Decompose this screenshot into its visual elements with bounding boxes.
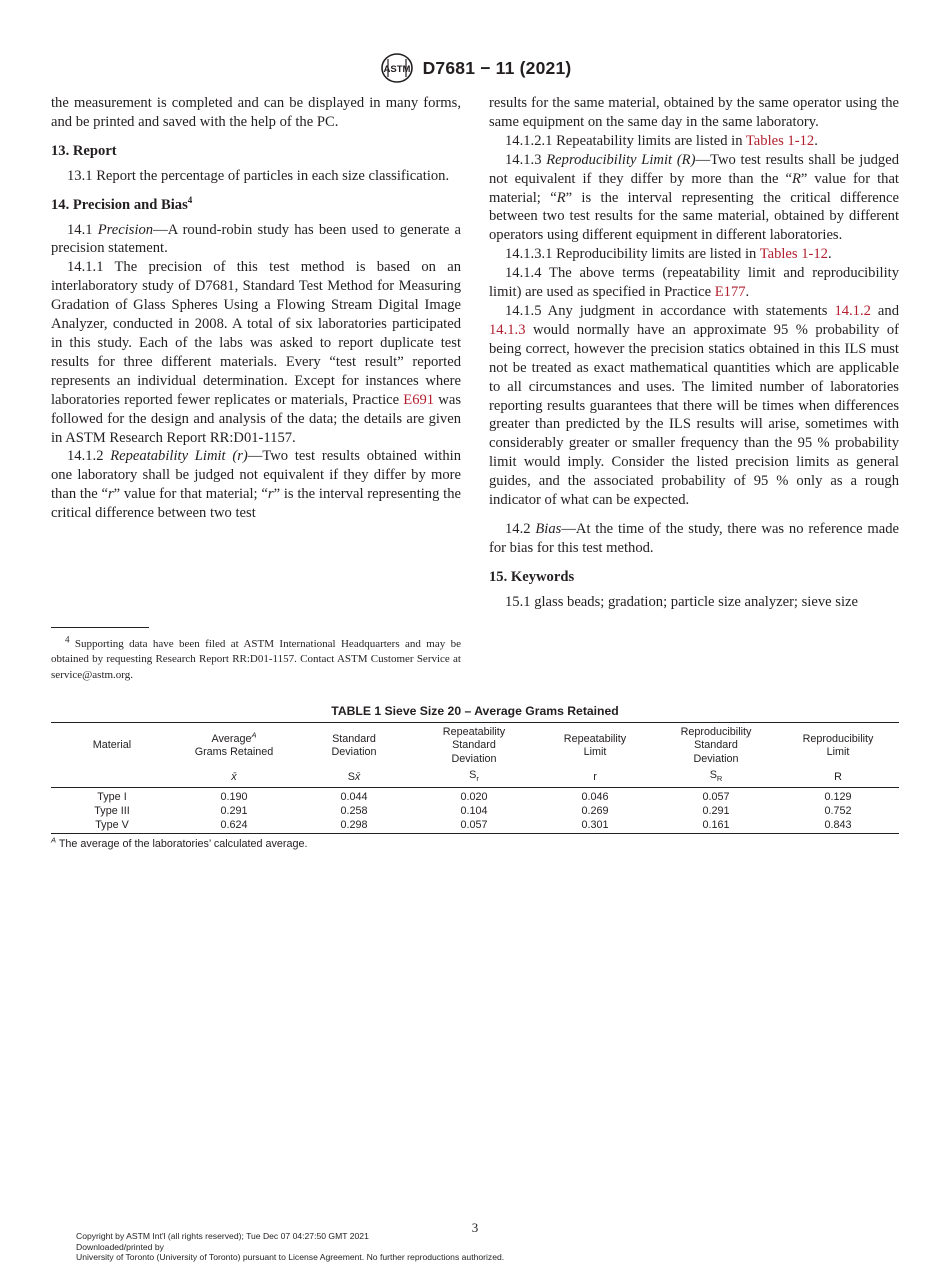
cell-reproducibility-sd: 0.161 xyxy=(655,818,777,834)
term-precision: Precision xyxy=(97,221,154,238)
page-header xyxy=(0,52,950,86)
section-13-heading: 13. Report xyxy=(51,142,117,159)
e177-link[interactable]: E177 xyxy=(714,284,746,301)
paragraph-14-1-2 xyxy=(51,447,461,523)
paragraph-text: 14.1.1 The precision of this test method is based on an interlaboratory study of D7681, Standard Test Method for Measuring Gradation of Glass Spheres Using a Flowing Stream Digital Image Analyzer, conducted in 2008. A total of six laboratories participated in this study. Each of the labs was asked to report duplicate test results for three different materials. Every “test result” reported represents an individual determination. Except for instances where laboratories reported fewer replicates or materials, Practice xyxy=(51,259,461,408)
table-1 xyxy=(51,703,899,850)
paragraph-text: was followed for the design and analysis of the data; the details are given in ASTM Research Report RR:D01-1157. xyxy=(51,391,461,446)
tables-link[interactable]: Tables 1-12 xyxy=(759,246,828,263)
e691-link[interactable]: E691 xyxy=(403,391,435,408)
paragraph-14-2 xyxy=(489,520,899,558)
cell-repeatability-limit: 0.301 xyxy=(535,818,655,834)
paragraph-14-1-5 xyxy=(489,302,899,510)
cell-reproducibility-limit: 0.752 xyxy=(824,805,852,818)
footnote-text: Supporting data have been filed at ASTM International Headquarters and may be obtained by requesting Research Report RR:D01-1157. Contact ASTM Customer Service at service@astm.org. xyxy=(51,638,461,681)
copyright-line: Copyright by ASTM Int'l (all rights reserved); Tue Dec 07 04:27:50 GMT 2021 xyxy=(76,1231,369,1241)
paragraph-14-1-1 xyxy=(51,258,461,447)
tables-link[interactable]: Tables 1-12 xyxy=(745,132,815,149)
paragraph-text: 14.1.3.1 Reproducibility limits are listed in xyxy=(505,246,757,263)
astm-logo-icon xyxy=(379,52,415,84)
footnote-marker: 4 xyxy=(65,634,70,645)
paragraph-text: 14.1.2.1 Repeatability limits are listed in xyxy=(505,132,743,149)
cell-repeatability-sd: 0.020 xyxy=(460,791,488,804)
paragraph-number: 14.1 xyxy=(67,221,93,238)
header-reproducibility-sd: Reproducibility Standard Deviation xyxy=(655,723,777,768)
section-14-1-3-link[interactable]: 14.1.3 xyxy=(489,321,526,338)
section-15-heading: 15. Keywords xyxy=(489,568,575,585)
table-note xyxy=(51,835,899,851)
page-number: 3 xyxy=(471,1220,479,1235)
copyright-notice xyxy=(76,1231,504,1263)
header-repeatability-limit: Repeatability Limit xyxy=(535,723,655,768)
paragraph-text: —At the time of the study, there was no reference made for bias for this test method. xyxy=(489,520,899,556)
cell-average: 0.624 xyxy=(173,818,295,834)
paragraph-13-1: 13.1 Report the percentage of particles in each size classification. xyxy=(67,167,450,184)
paragraph-text: —Two test results obtained within one laboratory shall be judged not equivalent if they differ by more than the “ xyxy=(51,448,461,503)
term-reproducibility-limit: Reproducibility Limit (R) xyxy=(546,151,696,168)
cell-repeatability-limit: 0.269 xyxy=(581,805,609,818)
header-material: Material xyxy=(51,723,173,768)
section-14-heading-text: 14. Precision and Bias xyxy=(51,196,188,213)
table-row xyxy=(51,804,899,818)
cell-reproducibility-sd: 0.057 xyxy=(702,791,730,804)
paragraph-text: would normally have an approximate 95 % probability of being correct, however the precision statics obtained in this ILS must not be treated as exact mathematical quantities which are applicable to all circumstances and uses. The limited number of laboratories reporting results guarantees that there will be times when differences greater than predicted by the ILS results will arise, sometimes with considerably greater or smaller frequency than the 95 % probability limit would imply. Consider the listed precision limits as general guides, and the associated probability of 95 % only as a rough indicator of what can be expected. xyxy=(489,321,899,509)
paragraph-text: ” value for that material; “ xyxy=(113,486,268,503)
svg-text:ASTM: ASTM xyxy=(383,64,411,75)
cell-std-dev: 0.044 xyxy=(340,791,368,804)
data-table xyxy=(51,722,899,834)
cell-material: Type III xyxy=(94,805,130,818)
paragraph-text: 14.1.4 The above terms (repeatability limit and reproducibility limit) are used as specified in Practice xyxy=(489,265,899,301)
paragraph-text: —A round-robin study has been used to generate a precision statement. xyxy=(51,221,461,257)
paragraph-14-1 xyxy=(51,221,461,259)
symbol-cell: x̄ xyxy=(173,767,295,788)
section-14-1-2-link[interactable]: 14.1.2 xyxy=(834,302,871,319)
symbol-cell: R xyxy=(777,767,899,788)
cell-material: Type I xyxy=(97,791,127,804)
table-note-text: The average of the laboratories’ calculated average. xyxy=(58,838,308,851)
symbol-cell: $S_R$ xyxy=(655,767,777,788)
cell-repeatability-sd: 0.057 xyxy=(413,818,535,834)
symbol-cell: Sx̄ xyxy=(295,767,413,788)
paragraph-text: ” value for that material; “ xyxy=(489,170,899,206)
standard-designation: D7681 − 11 (2021) xyxy=(422,57,572,78)
table-row xyxy=(51,788,899,805)
paragraph-14-1-3-1: 14.1.3.1 Reproducibility limits are listed in Tables 1-12. xyxy=(505,246,832,263)
paragraph-number: 14.1.3 xyxy=(505,151,542,168)
paragraph-15-1: 15.1 glass beads; gradation; particle size analyzer; sieve size xyxy=(505,593,858,610)
continued-paragraph: results for the same material, obtained by the same operator using the same equipment on the same day in the same laboratory. xyxy=(489,95,899,130)
paragraph-number: 14.1.2 xyxy=(67,448,104,465)
copyright-line: University of Toronto (University of Toronto) pursuant to License Agreement. No further reproductions authorized. xyxy=(76,1252,505,1262)
cell-repeatability-limit: 0.046 xyxy=(581,791,609,804)
header-repeatability-sd: Repeatability Standard Deviation xyxy=(413,723,535,768)
table-title: TABLE 1 Sieve Size 20 – Average Grams Retained xyxy=(331,704,619,718)
cell-average: 0.291 xyxy=(220,805,248,818)
right-column xyxy=(489,94,899,612)
copyright-line: Downloaded/printed by xyxy=(76,1241,164,1252)
cell-std-dev: 0.298 xyxy=(295,818,413,834)
term-repeatability-limit: Repeatability Limit (r) xyxy=(110,448,248,465)
paragraph-14-1-4: 14.1.4 The above terms (repeatability limit and reproducibility limit) are used as specified in Practice E177. xyxy=(489,265,899,301)
header-reproducibility-limit: Reproducibility Limit xyxy=(777,723,899,768)
symbol-cell xyxy=(51,767,173,788)
continued-paragraph: the measurement is completed and can be displayed in many forms, and be printed and saved with the help of the PC. xyxy=(51,95,461,130)
cell-average: 0.190 xyxy=(220,791,248,804)
symbol-R: R xyxy=(791,170,801,187)
symbol-r: r xyxy=(107,486,114,503)
footnote-ref-4[interactable]: 4 xyxy=(187,194,193,205)
header-average: Average$^A$ Grams Retained xyxy=(173,723,295,768)
table-note-ref[interactable]: A xyxy=(251,729,257,739)
header-standard-deviation: Standard Deviation xyxy=(295,723,413,768)
symbol-cell: $S_r$ xyxy=(413,767,535,788)
symbol-R: R xyxy=(556,189,566,206)
symbol-cell: r xyxy=(535,767,655,788)
footnote-divider xyxy=(51,627,149,628)
table-note-marker: A xyxy=(51,835,57,845)
cell-repeatability-sd: 0.104 xyxy=(460,805,488,818)
paragraph-14-1-2-1: 14.1.2.1 Repeatability limits are listed in Tables 1-12. xyxy=(505,132,818,149)
left-column xyxy=(51,94,461,523)
cell-reproducibility-sd: 0.291 xyxy=(702,805,730,818)
footnote-4 xyxy=(51,634,461,683)
section-14-heading xyxy=(51,196,461,215)
paragraph-text: ” is the interval representing the critical difference between two test xyxy=(51,486,462,522)
paragraph-14-1-3 xyxy=(489,151,899,246)
paragraph-text: 14.1.5 Any judgment in accordance with statements xyxy=(505,302,828,319)
paragraph-text: and xyxy=(877,302,899,319)
symbol-r: r xyxy=(267,486,274,503)
cell-std-dev: 0.258 xyxy=(340,805,368,818)
table-row xyxy=(51,818,899,834)
term-bias: Bias xyxy=(535,520,562,537)
paragraph-text: ” is the interval representing the critical difference between two test results for the same material, obtained by different operators using different equipment in different laboratories. xyxy=(489,189,899,244)
cell-reproducibility-limit: 0.843 xyxy=(777,818,899,834)
paragraph-number: 14.2 xyxy=(505,520,531,537)
cell-material: Type V xyxy=(51,818,173,834)
paragraph-text: —Two test results shall be judged not equivalent if they differ by more than the “ xyxy=(489,151,899,187)
cell-reproducibility-limit: 0.129 xyxy=(824,791,852,804)
